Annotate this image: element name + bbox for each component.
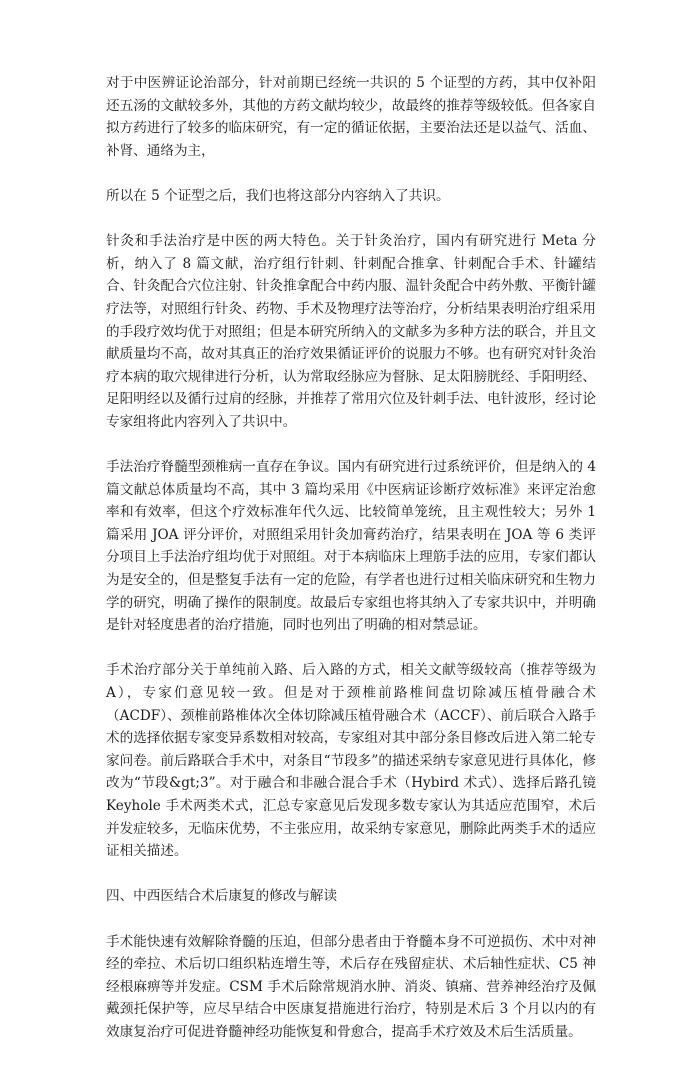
paragraph-tcm-syndrome: 对于中医辨证论治部分，针对前期已经统一共识的 5 个证型的方药，其中仅补阳还五汤的文献较多外，其他的方药文献均较少，故最终的推荐等级较低。但各家自拟方药进行了较多的临床研究，有一定的循证依据，主要治法还是以益气、活血、补肾、通络为主， xyxy=(106,75,596,159)
paragraph-consensus-inclusion: 所以在 5 个证型之后，我们也将这部分内容纳入了共识。 xyxy=(106,187,450,204)
paragraph-manipulation: 手法治疗脊髓型颈椎病一直存在争议。国内有研究进行过系统评价，但是纳入的 4 篇文献总体质量均不高，其中 3 篇均采用《中医病证诊断疗效标准》来评定治愈率和有效率，但这个疗效标准年代久远、比较简单笼统，且主观性较大；另外 1 篇采用 JOA 评分评价，对照组采用针灸加膏药治疗，结果表明在 JOA 等 6 类评分项目上手法治疗组均优于对照组。对于本病临床上理筋手法的应用，专家们都认为是安全的，但是整复手法有一定的危险，有学者也进行过相关临床研究和生物力学的研究，明确了操作的限制度。故最后专家组也将其纳入了专家共识中，并明确是针对轻度患者的治疗措施，同时也列出了明确的相对禁忌证。 xyxy=(106,459,596,634)
paragraph-surgery: 手术治疗部分关于单纯前入路、后入路的方式，相关文献等级较高（推荐等级为 A），专家们意见较一致。但是对于颈椎前路椎间盘切除减压植骨融合术（ACDF）、颈椎前路椎体次全体切除减压植骨融合术（ACCF）、前后联合入路手术的选择依据专家变异系数相对较高，专家组对其中部分条目修改后进入第二轮专家问卷。前后路联合手术中，对条目“节段多”的描述采纳专家意见进行具体化，修改为“节段&gt;3”。对于融合和非融合混合手术（Hybird 术式）、选择后路孔镜 Keyhole 手术两类术式，汇总专家意见后发现多数专家认为其适应范围窄，术后并发症较多，无临床优势，不主张应用，故采纳专家意见，删除此两类手术的适应证相关描述。 xyxy=(106,662,596,860)
section-heading-rehab: 四、中西医结合术后康复的修改与解读 xyxy=(106,888,338,905)
paragraph-rehab: 手术能快速有效解除脊髓的压迫，但部分患者由于脊髓本身不可逆损伤、术中对神经的牵拉、术后切口组织粘连增生等，术后存在残留症状、术后轴性症状、C5 神经根麻痹等并发症。CSM 手术后除常规消水肿、消炎、镇痛、营养神经治疗及佩戴颈托保护等，应尽早结合中医康复措施进行治疗，特别是术后 3 个月以内的有效康复治疗可促进脊髓神经功能恢复和骨愈合，提高手术疗效及术后生活质量。 xyxy=(106,933,596,1040)
paragraph-acupuncture: 针灸和手法治疗是中医的两大特色。关于针灸治疗，国内有研究进行 Meta 分析，纳入了 8 篇文献，治疗组行针刺、针刺配合推拿、针刺配合手术、针罐结合、针灸配合穴位注射、针灸推拿配合中药内服、温针灸配合中药外敷、平衡针罐疗法等，对照组行针灸、药物、手术及物理疗法等治疗，分析结果表明治疗组采用的手段疗效均优于对照组；但是本研究所纳入的文献多为多种方法的联合，并且文献质量均不高，故对其真正的治疗效果循证评价的说服力不够。也有研究对针灸治疗本病的取穴规律进行分析，认为常取经脉应为督脉、足太阳膀胱经、手阳明经、足阳明经以及循行过肩的经脉，并推荐了常用穴位及针刺手法、电针波形，经讨论专家组将此内容列入了共识中。 xyxy=(106,233,596,430)
document-page xyxy=(106,72,596,1066)
